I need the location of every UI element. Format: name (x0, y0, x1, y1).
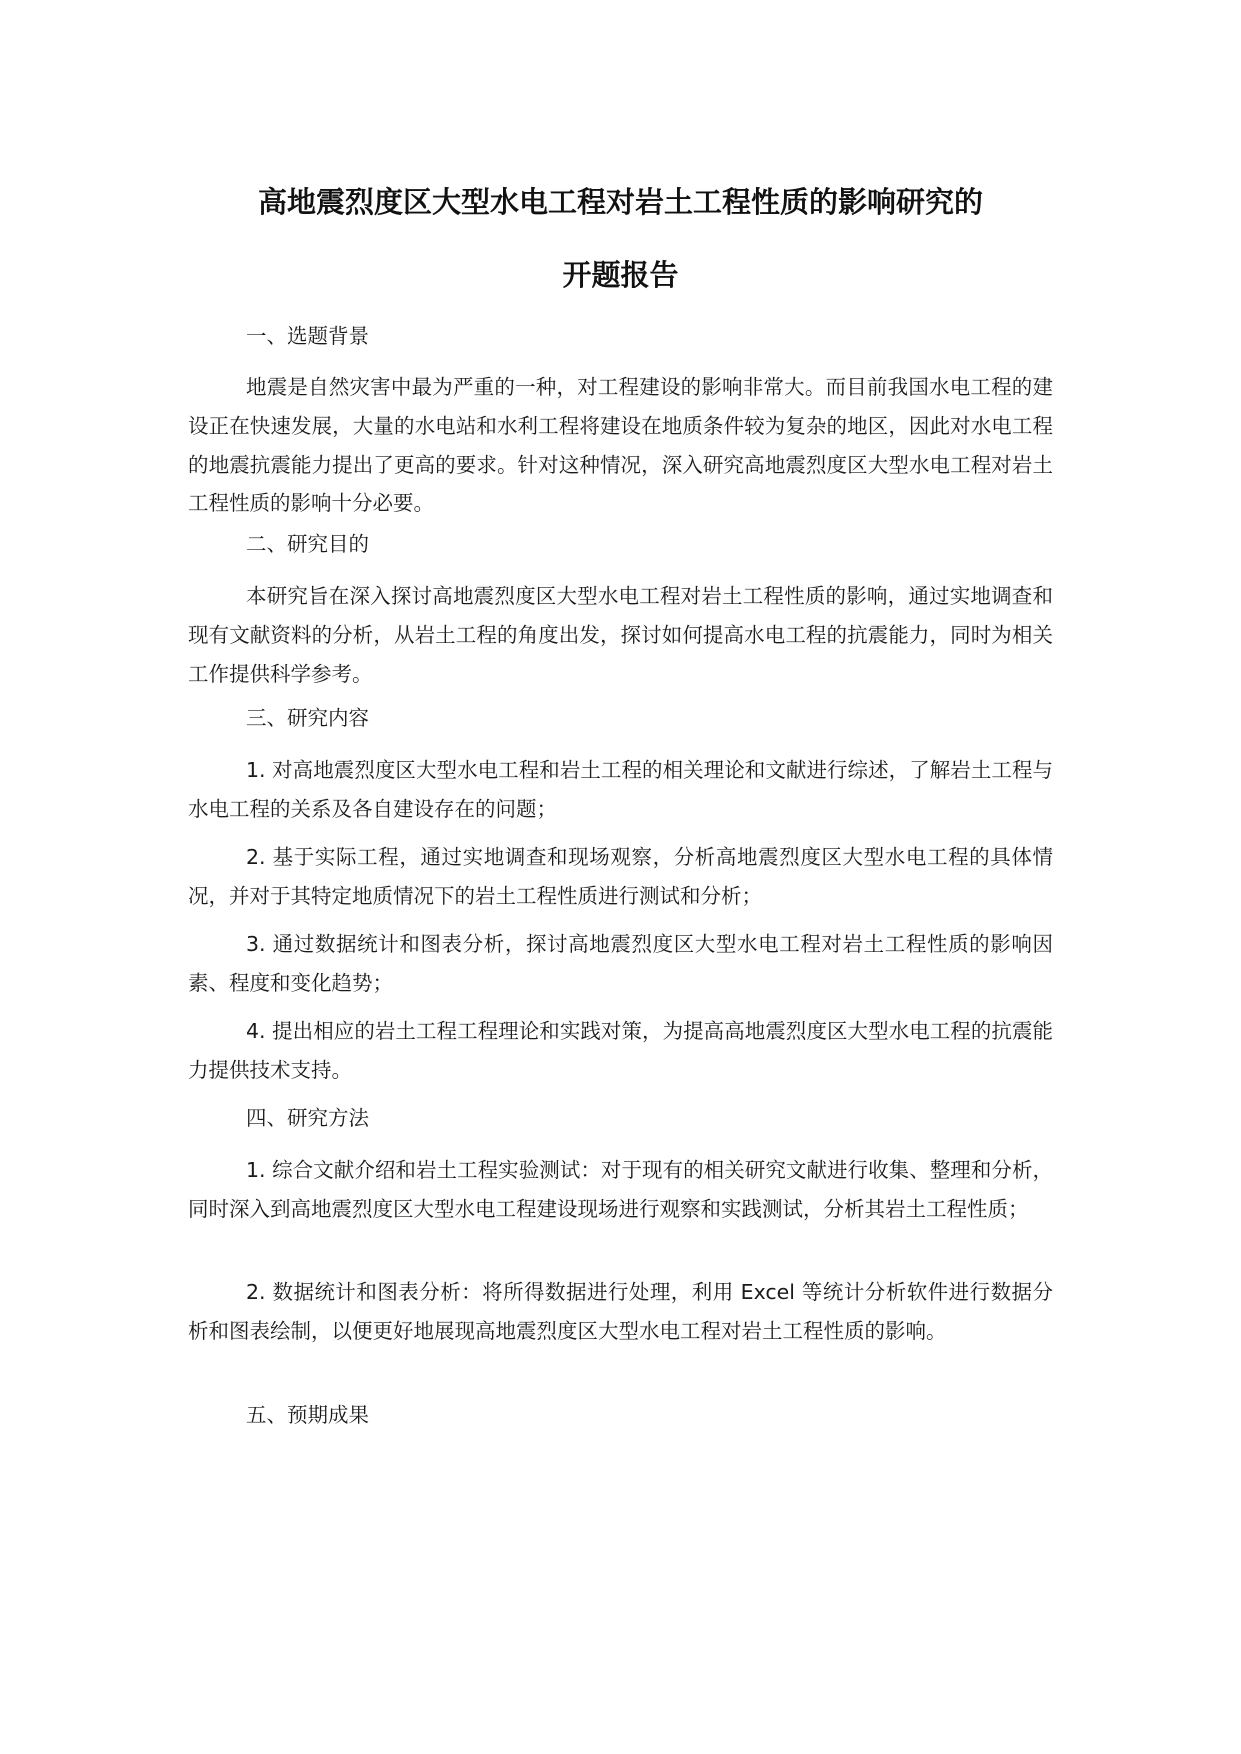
section-heading-purpose: 二、研究目的 (246, 532, 369, 556)
paragraph-content-item-3: 3. 通过数据统计和图表分析，探讨高地震烈度区大型水电工程对岩土工程性质的影响因素、程度和变化趋势； (188, 932, 1053, 995)
section-heading-expected-results: 五、预期成果 (246, 1403, 369, 1427)
paragraph-content-item-4: 4. 提出相应的岩土工程工程理论和实践对策，为提高高地震烈度区大型水电工程的抗震能力提供技术支持。 (188, 1019, 1053, 1082)
document-title-line-1: 高地震烈度区大型水电工程对岩土工程性质的影响研究的 (257, 185, 983, 219)
section-heading-content: 三、研究内容 (246, 706, 369, 730)
paragraph-methods-item-2: 2. 数据统计和图表分析：将所得数据进行处理，利用 Excel 等统计分析软件进行数据分析和图表绘制，以便更好地展现高地震烈度区大型水电工程对岩土工程性质的影响。 (188, 1280, 1053, 1343)
paragraph-content-item-1: 1. 对高地震烈度区大型水电工程和岩土工程的相关理论和文献进行综述，了解岩土工程与水电工程的关系及各自建设存在的问题； (188, 758, 1053, 821)
section-heading-methods: 四、研究方法 (246, 1106, 369, 1130)
paragraph-content-item-2: 2. 基于实际工程，通过实地调查和现场观察，分析高地震烈度区大型水电工程的具体情况，并对于其特定地质情况下的岩土工程性质进行测试和分析； (188, 845, 1053, 908)
document-title-line-2: 开题报告 (562, 258, 679, 292)
paragraph-background: 地震是自然灾害中最为严重的一种，对工程建设的影响非常大。而目前我国水电工程的建设正在快速发展，大量的水电站和水利工程将建设在地质条件较为复杂的地区，因此对水电工程的地震抗震能力提出了更高的要求。针对这种情况，深入研究高地震烈度区大型水电工程对岩土工程性质的影响十分必要。 (188, 375, 1053, 516)
paragraph-methods-item-1: 1. 综合文献介绍和岩土工程实验测试：对于现有的相关研究文献进行收集、整理和分析，同时深入到高地震烈度区大型水电工程建设现场进行观察和实践测试，分析其岩土工程性质； (188, 1158, 1053, 1221)
section-heading-background: 一、选题背景 (246, 324, 369, 348)
paragraph-purpose: 本研究旨在深入探讨高地震烈度区大型水电工程对岩土工程性质的影响，通过实地调查和现有文献资料的分析，从岩土工程的角度出发，探讨如何提高水电工程的抗震能力，同时为相关工作提供科学参考。 (188, 584, 1053, 686)
